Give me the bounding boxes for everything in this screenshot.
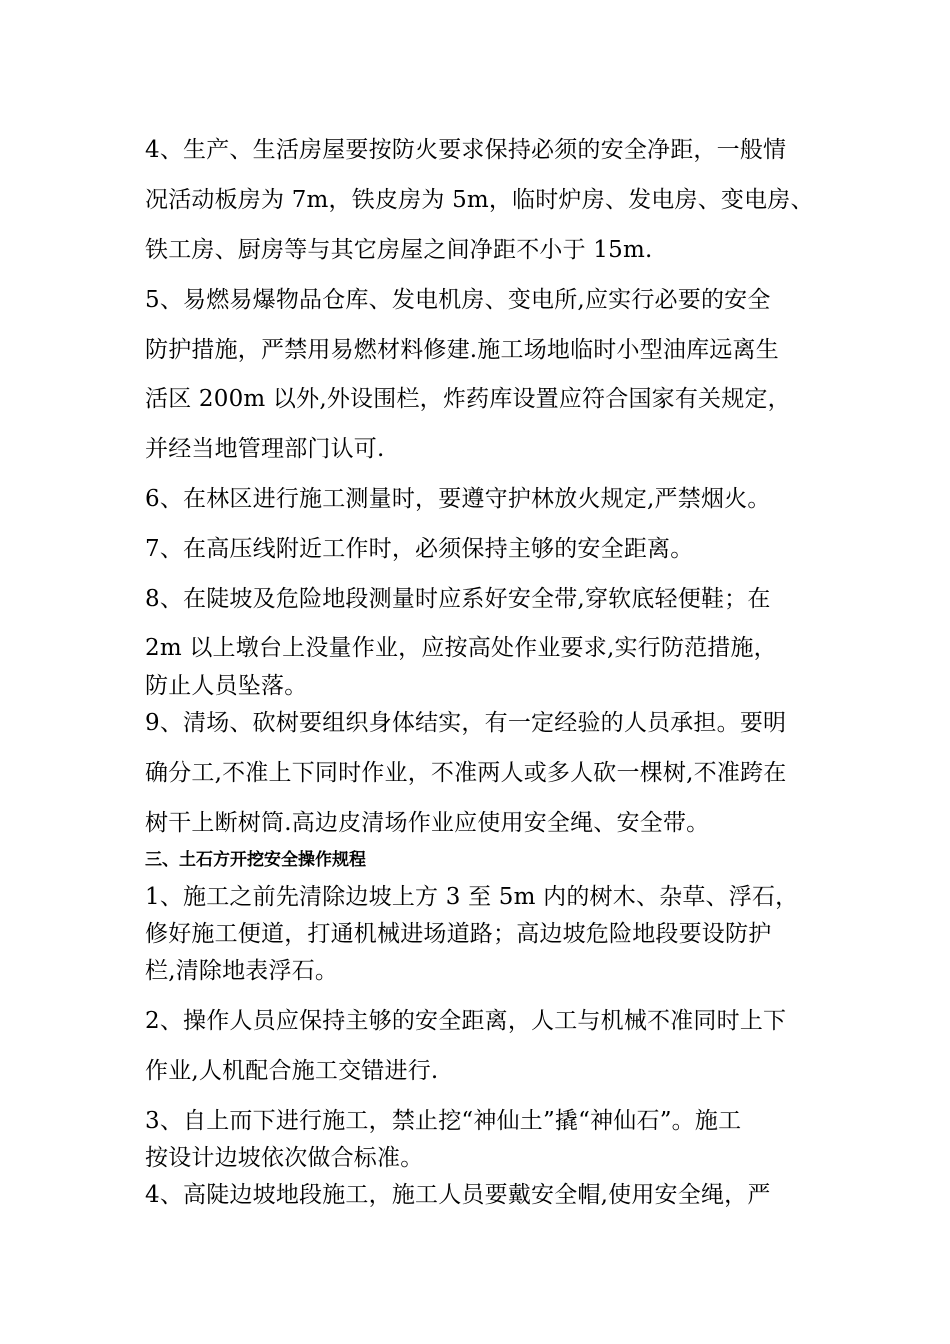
text-line: 2m 以上墩台上没量作业，应按高处作业要求,实行防范措施， [145,635,777,661]
text-line: 4、生产、生活房屋要按防火要求保持必须的安全净距，一般情 [145,137,787,163]
text-line: 树干上断树筒.高边皮清场作业应使用安全绳、安全带。 [145,810,710,836]
text-line: 防止人员坠落。 [145,673,308,699]
text-line: 8、在陡坡及危险地段测量时应系好安全带,穿软底轻便鞋；在 [145,586,771,612]
text-line: 2、操作人员应保持主够的安全距离，人工与机械不准同时上下 [145,1008,787,1034]
text-line: 6、在林区进行施工测量时，要遵守护林放火规定,严禁烟火。 [145,486,771,512]
text-line: 确分工,不准上下同时作业，不准两人或多人砍一棵树,不准跨在 [145,760,787,786]
text-line: 况活动板房为 7m，铁皮房为 5m，临时炉房、发电房、变电房、 [145,187,814,213]
text-line: 修好施工便道，打通机械进场道路；高边坡危险地段要设防护 [145,921,772,947]
text-line: 5、易燃易爆物品仓库、发电机房、变电所,应实行必要的安全 [145,287,771,313]
text-line: 活区 200m 以外,外设围栏，炸药库设置应符合国家有关规定， [145,386,791,412]
text-line: 4、高陡边坡地段施工，施工人员要戴安全帽,使用安全绳，严 [145,1182,771,1208]
text-line: 铁工房、厨房等与其它房屋之间净距不小于 15m. [145,237,653,263]
text-line: 1、施工之前先清除边坡上方 3 至 5m 内的树木、杂草、浮石， [145,884,799,910]
text-line: 7、在高压线附近工作时，必须保持主够的安全距离。 [145,536,694,562]
text-line: 作业,人机配合施工交错进行. [145,1058,439,1084]
text-line: 按设计边坡依次做合标准。 [145,1145,424,1171]
text-line: 栏,清除地表浮石。 [145,958,339,984]
text-line: 3、自上而下进行施工，禁止挖“神仙土”撬“神仙石”。施工 [145,1108,742,1134]
text-line: 并经当地管理部门认可. [145,436,385,462]
text-line: 9、清场、砍树要组织身体结实，有一定经验的人员承担。要明 [145,710,787,736]
section-heading: 三、土石方开挖安全操作规程 [145,850,366,870]
text-line: 防护措施，严禁用易燃材料修建.施工场地临时小型油库远离生 [145,337,779,363]
